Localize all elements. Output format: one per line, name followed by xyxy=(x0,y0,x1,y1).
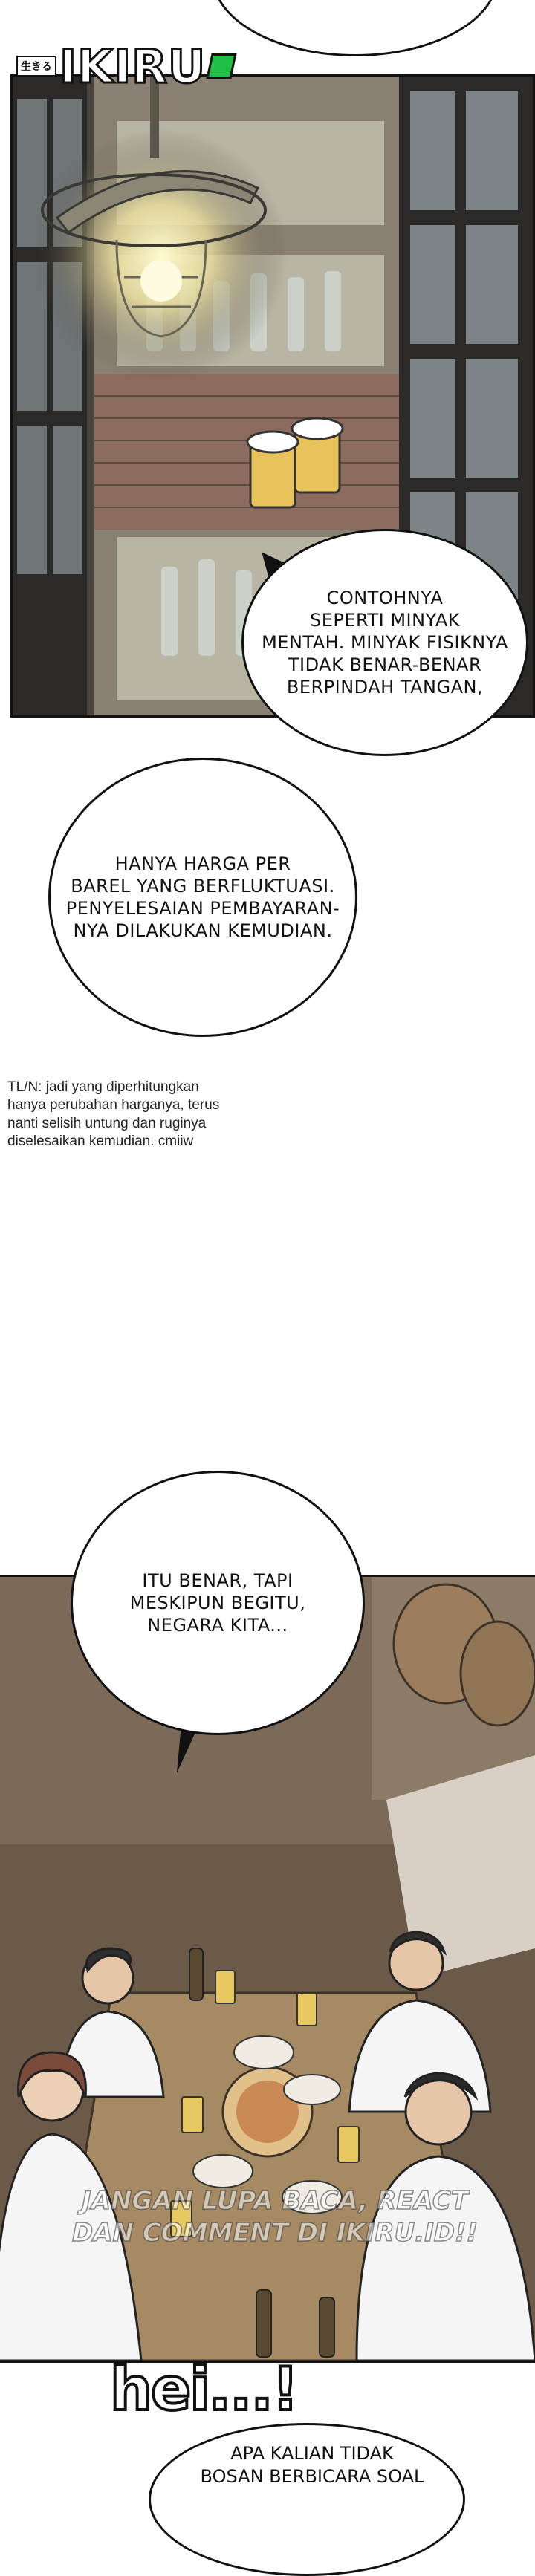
speech-bubble-3 xyxy=(71,1471,365,1735)
scanlation-watermark: JANGAN LUPA BACA, REACT DAN COMMENT DI IKIRU.ID!! xyxy=(71,2186,478,2248)
bubble-4-text: APA KALIAN TIDAK BOSAN BERBICARA SOAL xyxy=(200,2443,424,2488)
logo-text: IKIRU xyxy=(59,39,207,94)
site-logo xyxy=(16,37,234,95)
sfx-hei-text: hei...! xyxy=(110,2355,298,2424)
translator-note: TL/N: jadi yang diperhitungkan hanya perubahan harganya, terus nanti selisih untung dan ruginya diselesaikan kemudian. cmiiw xyxy=(7,1079,220,1149)
speech-bubble-2 xyxy=(48,758,357,1037)
bubble-3-text: ITU BENAR, TAPI MESKIPUN BEGITU, NEGARA KITA... xyxy=(129,1570,306,1636)
bubble-2-text: HANYA HARGA PER BAREL YANG BERFLUKTUASI. PENYELESAIAN PEMBAYARAN- NYA DILAKUKAN KEMUDIAN. xyxy=(65,853,340,941)
speech-bubble-1 xyxy=(241,529,528,756)
logo-badge: 生きる xyxy=(16,56,56,77)
top-bubble-edge xyxy=(212,0,499,56)
logo-mark-icon xyxy=(207,53,237,79)
bubble-1-text: CONTOHNYA SEPERTI MINYAK MENTAH. MINYAK FISIKNYA TIDAK BENAR-BENAR BERPINDAH TANGAN, xyxy=(262,588,508,697)
